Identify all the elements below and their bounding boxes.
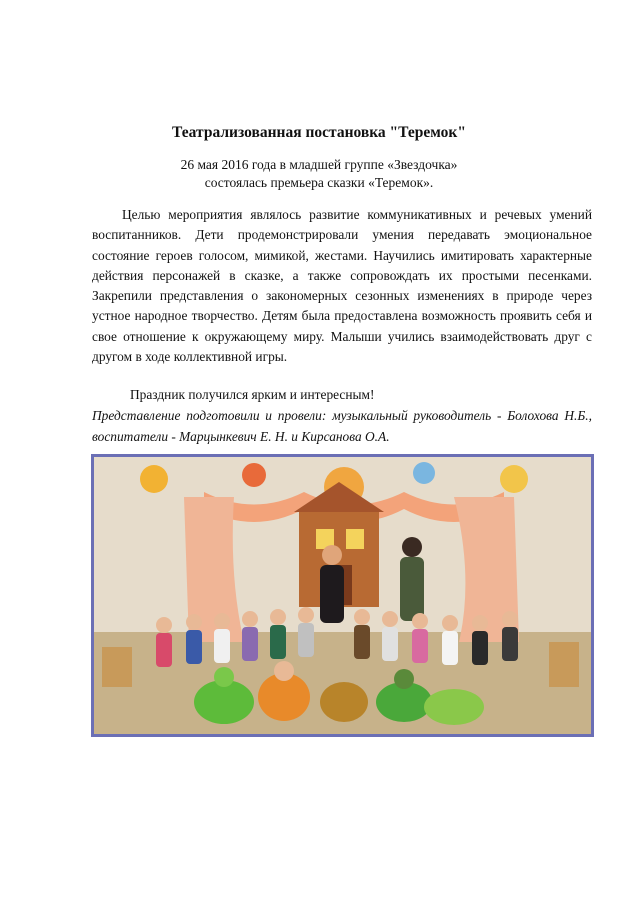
performance-photo xyxy=(91,454,594,737)
holiday-line: Праздник получился ярким и интересным! xyxy=(130,387,375,402)
document-title: Театрализованная постановка "Теремок" xyxy=(172,124,466,141)
performance-photo-illustration xyxy=(94,457,591,734)
premiere-line: состоялась премьера сказки «Теремок». xyxy=(204,175,434,190)
body-paragraph: Целью мероприятия являлось развитие коммуникативных и речевых умений воспитанников. Дети продемонстрировали умения передавать эмоциональное состояние героев голосом, мимикой, жестами. Научились имитировать характерные действия персонажей в сказке, а также сопровождать их простыми песенками. Закрепили представления о закономерных сезонных изменениях в природе через устное народное творчество. Детям была предоставлена возможность проявить себя и свое отношение к окружающему миру. Малыши учились взаимодействовать друг с другом в ходе коллективной игры. xyxy=(92,207,592,365)
credits-paragraph: Представление подготовили и провели: музыкальный руководитель - Болохова Н.Б., воспитатели - Марцынкевич Е. Н. и Кирсанова О.А. xyxy=(92,408,592,444)
event-date-line: 26 мая 2016 года в младшей группе «Звездочка» xyxy=(180,157,458,172)
